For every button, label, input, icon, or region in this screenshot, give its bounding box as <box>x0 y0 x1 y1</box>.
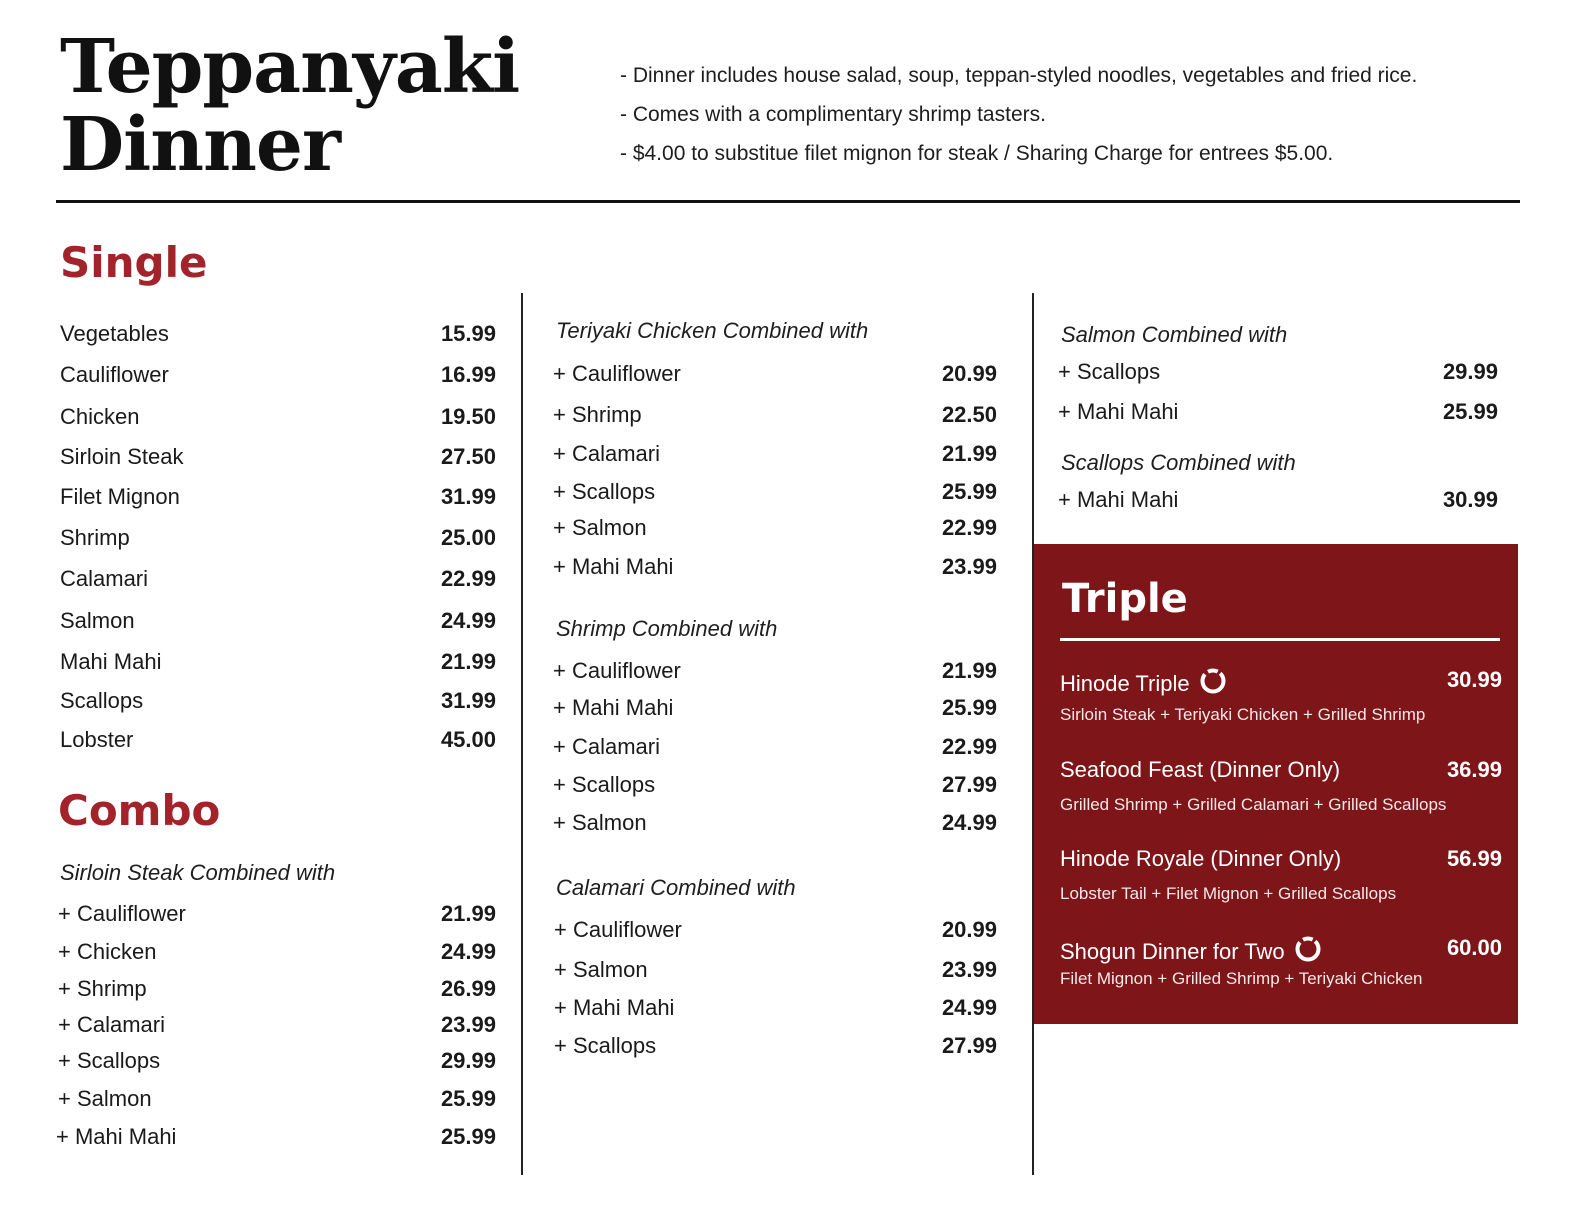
item-name: + Mahi Mahi <box>553 695 674 720</box>
combo-group-heading: Calamari Combined with <box>556 875 796 900</box>
menu-item <box>553 733 997 761</box>
item-price: 21.99 <box>440 901 496 926</box>
menu-item <box>60 320 496 348</box>
item-price: 25.99 <box>1442 399 1498 424</box>
item-name: + Mahi Mahi <box>56 1124 177 1149</box>
item-name: Scallops <box>60 688 144 713</box>
menu-item <box>56 1123 496 1151</box>
item-name: + Calamari <box>553 734 660 759</box>
dinner-notes <box>620 56 1417 173</box>
item-price: 21.99 <box>440 649 496 674</box>
triple-item-name: Shogun Dinner for Two <box>1060 939 1285 964</box>
item-price: 30.99 <box>1442 487 1498 512</box>
ring-icon <box>1198 666 1228 703</box>
menu-item <box>60 403 496 431</box>
triple-item-desc: Filet Mignon + Grilled Shrimp + Teriyaki Chicken <box>1060 969 1423 988</box>
triple-item-price: 56.99 <box>1446 846 1502 871</box>
menu-item <box>553 553 997 581</box>
item-name: + Calamari <box>58 1012 165 1037</box>
menu-item <box>1058 398 1498 426</box>
triple-item-desc: Lobster Tail + Filet Mignon + Grilled Scallops <box>1060 884 1397 903</box>
item-name: + Cauliflower <box>553 361 681 386</box>
menu-item <box>58 938 496 966</box>
item-name: + Shrimp <box>553 402 642 427</box>
menu-item <box>60 607 496 635</box>
item-price: 24.99 <box>941 995 997 1020</box>
menu-item <box>553 694 997 722</box>
item-name: + Chicken <box>58 939 157 964</box>
combo-group-heading: Shrimp Combined with <box>556 616 778 641</box>
triple-item-desc: Grilled Shrimp + Grilled Calamari + Grilled Scallops <box>1060 795 1447 814</box>
menu-item <box>553 360 997 388</box>
item-price: 22.99 <box>941 734 997 759</box>
item-name: + Calamari <box>553 441 660 466</box>
triple-divider <box>1060 638 1500 641</box>
item-price: 22.50 <box>941 402 997 427</box>
item-price: 25.99 <box>440 1124 496 1149</box>
item-name: Shrimp <box>60 525 130 550</box>
menu-title-line1: Teppanyaki <box>60 24 520 110</box>
item-name: + Scallops <box>1058 359 1161 384</box>
item-price: 29.99 <box>1442 359 1498 384</box>
menu-item <box>553 478 997 506</box>
item-price: 25.99 <box>440 1086 496 1111</box>
menu-item <box>60 361 496 389</box>
item-price: 16.99 <box>440 362 496 387</box>
combo-section-title: Combo <box>58 786 221 835</box>
menu-item <box>60 524 496 552</box>
item-price: 25.99 <box>941 479 997 504</box>
item-price: 25.00 <box>440 525 496 550</box>
menu-item <box>553 809 997 837</box>
item-name: + Mahi Mahi <box>1058 487 1179 512</box>
menu-item <box>553 514 997 542</box>
header-divider <box>56 200 1520 203</box>
item-price: 27.50 <box>440 444 496 469</box>
menu-item <box>554 916 997 944</box>
item-price: 27.99 <box>941 1033 997 1058</box>
item-price: 22.99 <box>440 566 496 591</box>
menu-item <box>60 565 496 593</box>
triple-item-name: Seafood Feast (Dinner Only) <box>1060 757 1341 782</box>
combo-group-heading: Sirloin Steak Combined with <box>60 860 336 885</box>
item-price: 24.99 <box>941 810 997 835</box>
menu-item <box>554 956 997 984</box>
note-line: - Dinner includes house salad, soup, teppan-styled noodles, vegetables and fried rice. <box>620 64 1418 87</box>
item-name: Chicken <box>60 404 140 429</box>
item-price: 23.99 <box>941 554 997 579</box>
triple-item-desc: Sirloin Steak + Teriyaki Chicken + Grilled Shrimp <box>1060 705 1426 724</box>
item-price: 45.00 <box>440 727 496 752</box>
item-name: + Mahi Mahi <box>554 995 675 1020</box>
menu-item <box>60 648 496 676</box>
menu-item <box>58 975 496 1003</box>
menu-item <box>1058 486 1498 514</box>
menu-item <box>553 440 997 468</box>
item-price: 21.99 <box>941 441 997 466</box>
triple-section-title: Triple <box>1062 576 1188 622</box>
item-price: 25.99 <box>941 695 997 720</box>
item-name: + Cauliflower <box>553 658 681 683</box>
menu-item <box>60 687 496 715</box>
item-price: 29.99 <box>440 1048 496 1073</box>
item-name: + Scallops <box>58 1048 161 1073</box>
menu-title-line2: Dinner <box>60 102 340 188</box>
item-name: + Scallops <box>553 772 656 797</box>
item-name: Salmon <box>60 608 135 633</box>
combo-group-heading: Scallops Combined with <box>1061 450 1296 475</box>
item-price: 22.99 <box>941 515 997 540</box>
item-name: + Salmon <box>553 810 647 835</box>
menu-item <box>58 1011 496 1039</box>
menu-item <box>58 1047 496 1075</box>
menu-item <box>58 1085 496 1113</box>
triple-item-name-wrap <box>1060 666 1228 703</box>
item-name: + Salmon <box>58 1086 152 1111</box>
note-line: - Comes with a complimentary shrimp tasters. <box>620 103 1046 126</box>
menu-item <box>554 1032 997 1060</box>
item-price: 21.99 <box>941 658 997 683</box>
item-price: 31.99 <box>440 484 496 509</box>
triple-item-price: 30.99 <box>1446 667 1502 692</box>
triple-item-name-wrap <box>1060 934 1323 971</box>
menu-item <box>1058 358 1498 386</box>
item-name: + Shrimp <box>58 976 147 1001</box>
menu-item <box>553 657 997 685</box>
item-price: 26.99 <box>440 976 496 1001</box>
item-name: + Scallops <box>553 479 656 504</box>
triple-item-price: 60.00 <box>1446 935 1502 960</box>
item-name: Vegetables <box>60 321 169 346</box>
item-name: + Scallops <box>554 1033 657 1058</box>
item-name: Calamari <box>60 566 149 591</box>
item-name: + Mahi Mahi <box>553 554 674 579</box>
menu-item <box>554 994 997 1022</box>
item-name: Sirloin Steak <box>60 444 184 469</box>
item-price: 23.99 <box>941 957 997 982</box>
single-section-title: Single <box>60 238 208 287</box>
combo-group-heading: Salmon Combined with <box>1061 322 1288 347</box>
menu-item <box>60 443 496 471</box>
combo-group-heading: Teriyaki Chicken Combined with <box>556 318 869 343</box>
ring-icon <box>1293 934 1323 971</box>
item-price: 15.99 <box>440 321 496 346</box>
item-name: Cauliflower <box>60 362 169 387</box>
item-price: 23.99 <box>440 1012 496 1037</box>
menu-item <box>60 483 496 511</box>
triple-item-name: Hinode Triple <box>1060 671 1190 696</box>
item-price: 27.99 <box>941 772 997 797</box>
menu-item <box>58 900 496 928</box>
item-price: 19.50 <box>440 404 496 429</box>
triple-item-price: 36.99 <box>1446 757 1502 782</box>
item-price: 24.99 <box>440 608 496 633</box>
item-name: Mahi Mahi <box>60 649 162 674</box>
item-name: + Cauliflower <box>58 901 186 926</box>
item-price: 24.99 <box>440 939 496 964</box>
item-price: 20.99 <box>941 361 997 386</box>
triple-section <box>1034 544 1518 1024</box>
menu-item <box>553 401 997 429</box>
item-name: + Salmon <box>554 957 648 982</box>
item-name: Filet Mignon <box>60 484 180 509</box>
item-price: 31.99 <box>440 688 496 713</box>
note-line: - $4.00 to substitue filet mignon for steak / Sharing Charge for entrees $5.00. <box>620 142 1334 165</box>
item-name: Lobster <box>60 727 134 752</box>
item-price: 20.99 <box>941 917 997 942</box>
item-name: + Salmon <box>553 515 647 540</box>
column-divider <box>521 293 523 1175</box>
menu-title <box>60 24 520 188</box>
triple-item-name: Hinode Royale (Dinner Only) <box>1060 846 1342 871</box>
menu-item <box>553 771 997 799</box>
item-name: + Cauliflower <box>554 917 682 942</box>
menu-item <box>60 726 496 754</box>
item-name: + Mahi Mahi <box>1058 399 1179 424</box>
